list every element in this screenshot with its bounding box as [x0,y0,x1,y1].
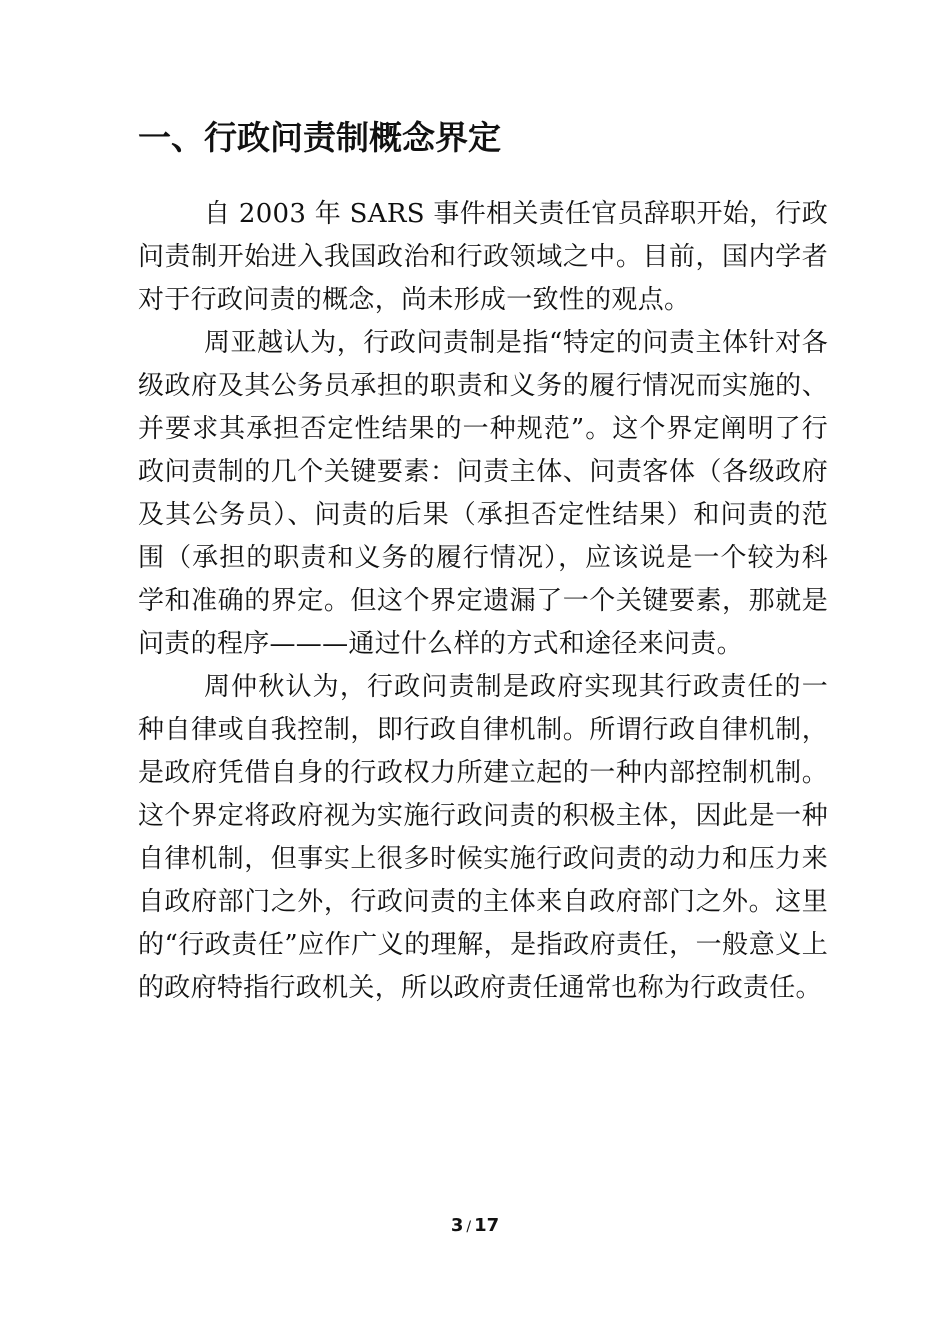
paragraph-zhou-zhongqiu: 周仲秋认为，行政问责制是政府实现其行政责任的一种自律或自我控制，即行政自律机制。所谓行政自律机制，是政府凭借自身的行政权力所建立起的一种内部控制机制。这个界定将政府视为实施行政问责的积极主体，因此是一种自律机制，但事实上很多时候实施行政问责的动力和压力来自政府部门之外，行政问责的主体来自政府部门之外。这里的“行政责任”应作广义的理解，是指政府责任，一般意义上的政府特指行政机关，所以政府责任通常也称为行政责任。 [138,672,828,1003]
current-page-number: 3 [450,1215,464,1236]
page-number [0,1212,950,1241]
section-heading: 一、行政问责制概念界定 [138,118,501,157]
paragraph-sars-origin: 自 2003 年 SARS 事件相关责任官员辞职开始，行政问责制开始进入我国政治和行政领域之中。目前，国内学者对于行政问责的概念，尚未形成一致性的观点。 [138,199,828,315]
body-text [138,193,828,1010]
total-pages-number: 17 [474,1215,500,1236]
page-separator: / [466,1219,472,1235]
paragraph-zhou-yayue: 周亚越认为，行政问责制是指“特定的问责主体针对各级政府及其公务员承担的职责和义务的履行情况而实施的、并要求其承担否定性结果的一种规范”。这个界定阐明了行政问责制的几个关键要素：问责主体、问责客体（各级政府及其公务员）、问责的后果（承担否定性结果）和问责的范围（承担的职责和义务的履行情况），应该说是一个较为科学和准确的界定。但这个界定遗漏了一个关键要素，那就是问责的程序———通过什么样的方式和途径来问责。 [138,328,828,659]
